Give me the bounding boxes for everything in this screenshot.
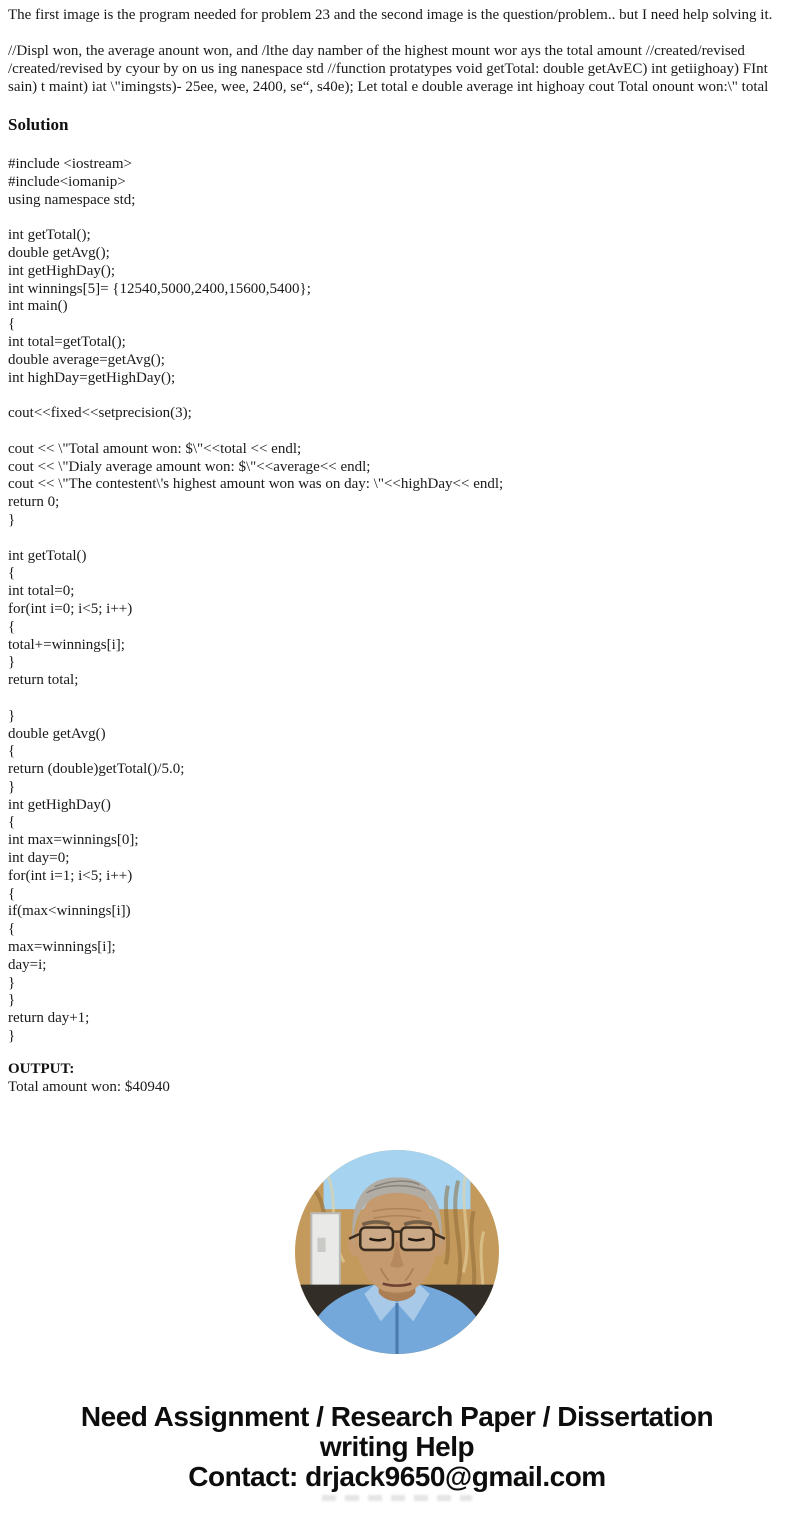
code-line xyxy=(8,423,786,441)
glasses-right-lens xyxy=(401,1228,434,1250)
code-line: } xyxy=(8,778,16,795)
code-line: } xyxy=(8,992,16,1009)
code-line xyxy=(8,209,786,227)
code-line: { xyxy=(8,814,16,831)
code-line: if(max<winnings[i]) xyxy=(8,903,131,920)
code-line: for(int i=0; i<5; i++) xyxy=(8,600,133,617)
code-line xyxy=(8,530,786,548)
code-line: double average=getAvg(); xyxy=(8,351,165,368)
code-line: double getAvg(); xyxy=(8,244,110,261)
code-line: { xyxy=(8,743,16,760)
code-line: cout << \"Dialy average amount won: $\"<<average<< endl; xyxy=(8,458,371,475)
code-line: int getTotal() xyxy=(8,547,87,564)
problem-statement-paragraph: //Displ won, the average anount won, and /lthe day namber of the highest mount wor ays the total amount //created/revised /created/revised by cyour by on us ing nanespace std //function protatypes void getTotal: double getAvEC) int getiighoay) FInt sain) t maint) iat \"imingsts)- 25ee, wee, 2400, se“, s40e); Let total e double average int highoay cout Total onount won:\" total xyxy=(8,43,769,95)
faint-text-artifact xyxy=(322,1495,472,1501)
code-line: int highDay=getHighDay(); xyxy=(8,369,176,386)
code-line: } xyxy=(8,974,16,991)
tutor-avatar xyxy=(295,1150,499,1354)
glasses-left-lens xyxy=(360,1228,393,1250)
code-line: cout << \"The contestent\'s highest amount won was on day: \"<<highDay<< endl; xyxy=(8,476,504,493)
code-line xyxy=(8,690,786,708)
intro-paragraph: The first image is the program needed for problem 23 and the second image is the question/problem.. but I need help solving it. xyxy=(8,7,773,23)
code-line: int total=0; xyxy=(8,583,75,600)
code-line: { xyxy=(8,885,16,902)
code-line: int getHighDay(); xyxy=(8,262,116,279)
code-line: #include <iostream> xyxy=(8,156,132,172)
code-line: } xyxy=(8,1028,16,1045)
code-line: int day=0; xyxy=(8,850,70,867)
code-line: int max=winnings[0]; xyxy=(8,832,139,849)
code-line: day=i; xyxy=(8,956,47,973)
code-line: int getTotal(); xyxy=(8,227,91,244)
code-line xyxy=(8,387,786,405)
code-line: return total; xyxy=(8,672,79,689)
code-line: int main() xyxy=(8,298,68,315)
code-line: cout << \"Total amount won: $\"<<total << endl; xyxy=(8,440,302,457)
code-line: { xyxy=(8,565,16,582)
code-line: double getAvg() xyxy=(8,725,106,742)
code-line: return 0; xyxy=(8,494,60,511)
code-line: using namespace std; xyxy=(8,191,136,208)
code-line: for(int i=1; i<5; i++) xyxy=(8,867,133,884)
code-line: { xyxy=(8,316,16,333)
code-line: cout<<fixed<<setprecision(3); xyxy=(8,405,192,422)
code-line: max=winnings[i]; xyxy=(8,939,116,956)
code-line: } xyxy=(8,707,16,724)
output-heading: OUTPUT: xyxy=(8,1060,75,1077)
code-line: } xyxy=(8,654,16,671)
code-block xyxy=(8,156,786,1046)
code-line: { xyxy=(8,618,16,635)
footer-banner xyxy=(0,1402,794,1492)
code-line: } xyxy=(8,511,16,528)
code-line: #include<iomanip> xyxy=(8,173,126,190)
output-clipped-line: Total amount won: $40940 xyxy=(8,1078,170,1095)
footer-line-2: writing Help xyxy=(319,1431,475,1462)
avatar-photo-illustration xyxy=(295,1150,499,1354)
code-line: return (double)getTotal()/5.0; xyxy=(8,761,185,778)
code-line: { xyxy=(8,921,16,938)
code-line: return day+1; xyxy=(8,1010,90,1027)
code-line: total+=winnings[i]; xyxy=(8,636,125,653)
footer-contact-line: Contact: drjack9650@gmail.com xyxy=(188,1461,606,1492)
code-line: int winnings[5]= {12540,5000,2400,15600,5400}; xyxy=(8,280,311,297)
wall-switch xyxy=(317,1238,325,1252)
solution-heading: Solution xyxy=(8,115,69,134)
code-line: int total=getTotal(); xyxy=(8,333,126,350)
footer-line-1: Need Assignment / Research Paper / Dissertation xyxy=(80,1401,714,1432)
code-line: int getHighDay() xyxy=(8,796,111,813)
